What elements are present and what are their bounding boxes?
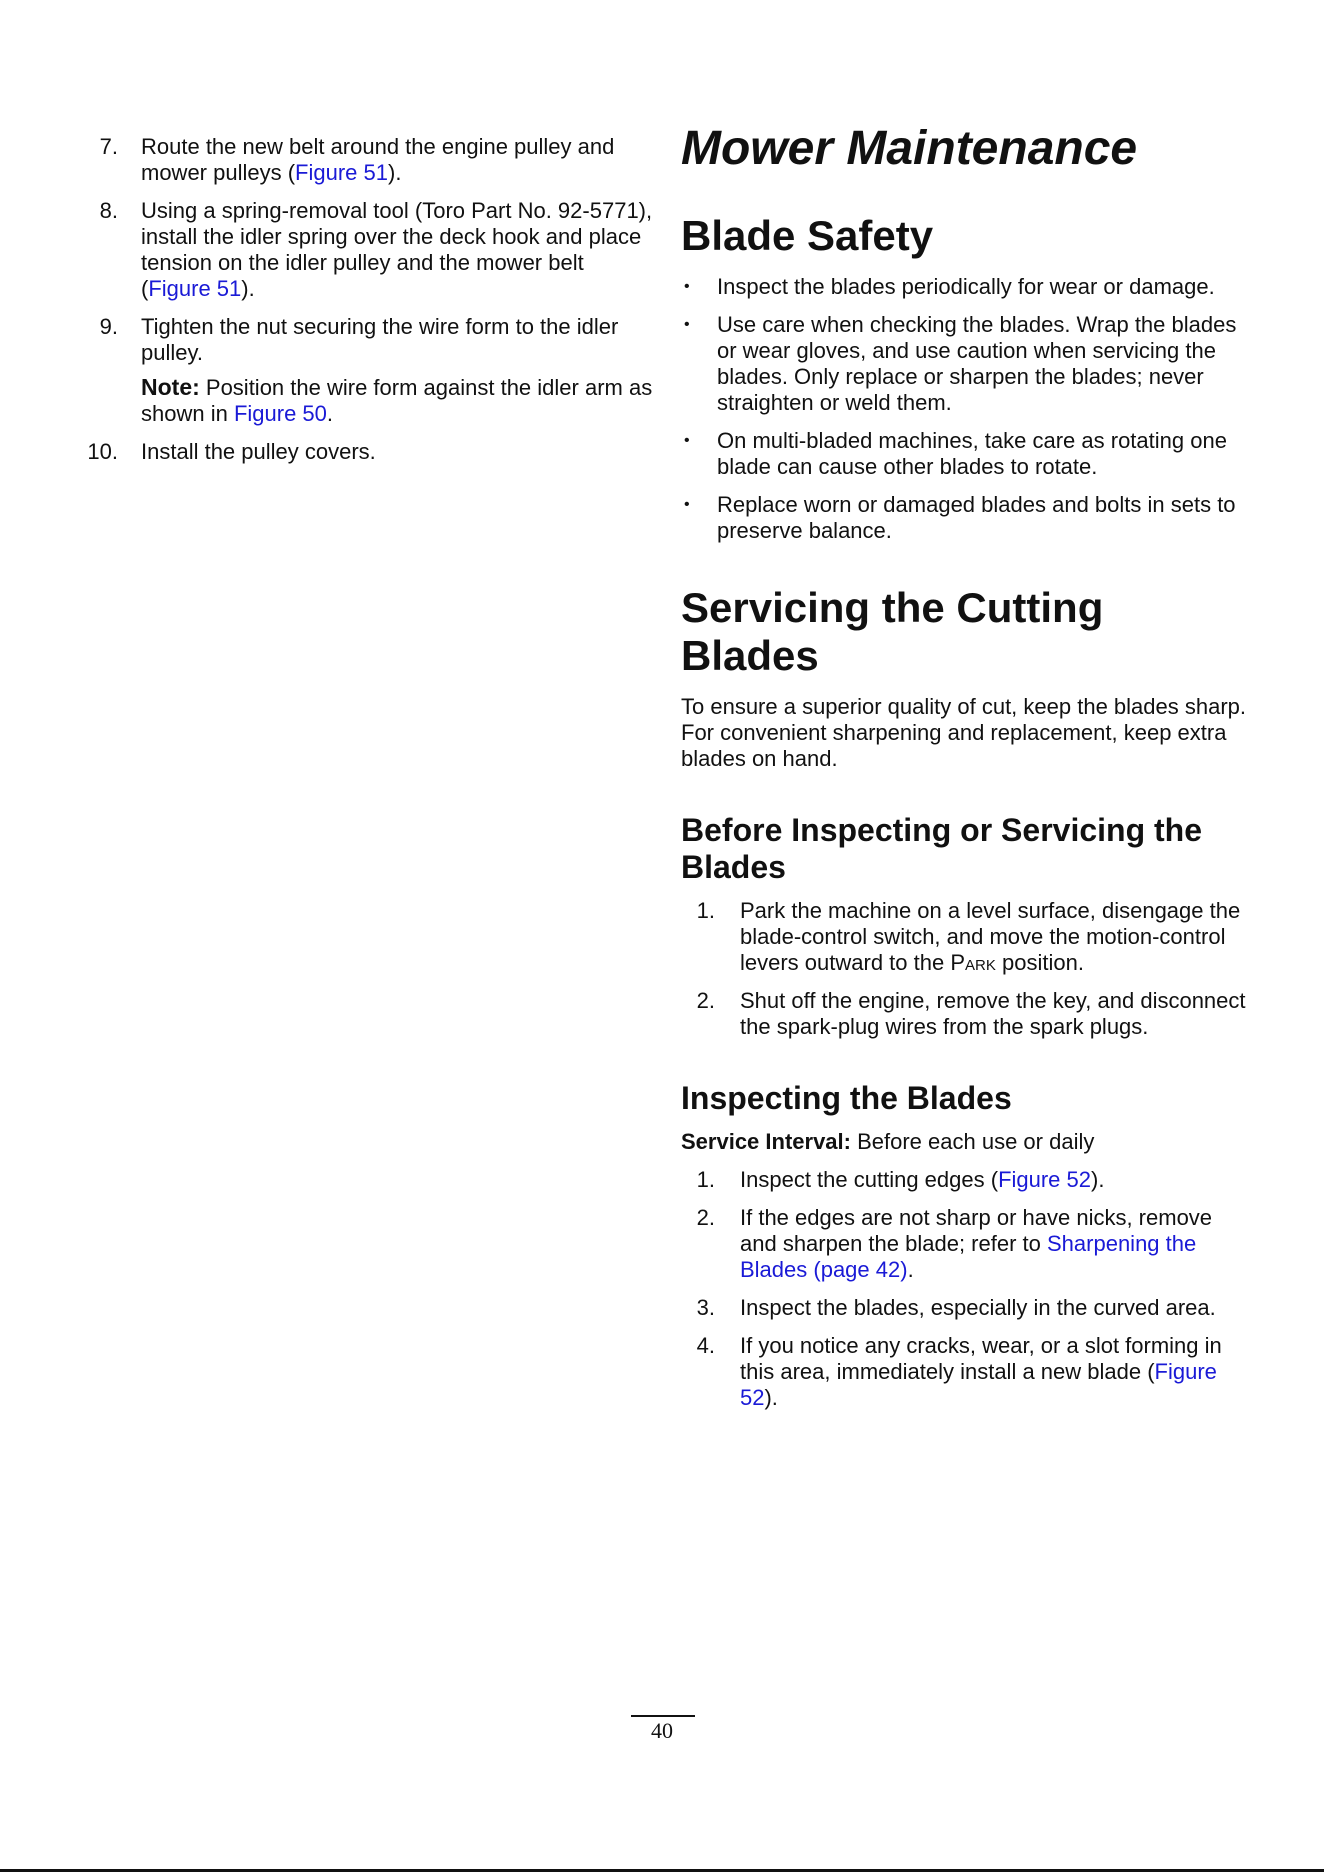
step-text-end: ). xyxy=(388,160,402,185)
note-label: Note: xyxy=(141,374,200,400)
step-text: Inspect the cutting edges ( xyxy=(740,1167,999,1192)
list-item xyxy=(681,274,1251,300)
step-text: If the edges are not sharp or have nicks, remove and sharpen the blade; refer to xyxy=(740,1205,1213,1256)
left-column xyxy=(78,134,658,477)
servicing-intro: To ensure a superior quality of cut, keep the blades sharp. For convenient sharpening and replacement, keep extra blades on hand. xyxy=(681,694,1247,771)
park-position-label: Park xyxy=(950,950,996,975)
list-item xyxy=(681,898,1251,976)
bullet-icon: • xyxy=(684,432,690,449)
step-text-end: . xyxy=(907,1257,914,1282)
step-text: Shut off the engine, remove the key, and disconnect the spark-plug wires from the spark plugs. xyxy=(740,988,1246,1039)
figure-51-link[interactable]: Figure 51 xyxy=(295,160,388,185)
step-number: 7. xyxy=(99,134,118,159)
step-number: 1. xyxy=(696,898,715,923)
list-item xyxy=(681,492,1251,544)
step-text: If you notice any cracks, wear, or a slot forming in this area, immediately install a new blade ( xyxy=(740,1333,1222,1384)
step-text-end: ). xyxy=(1091,1167,1105,1192)
step-number: 1. xyxy=(696,1167,715,1192)
step-text: Using a spring-removal tool (Toro Part No. 92-5771), install the idler spring over the deck hook and place tension on the idler pulley and the mower belt ( xyxy=(141,198,653,301)
list-item xyxy=(78,198,658,302)
service-interval xyxy=(681,1129,1251,1155)
step-text-end: ). xyxy=(241,276,255,301)
list-item xyxy=(681,1167,1251,1193)
step-number: 2. xyxy=(696,1205,715,1230)
bullet-text: Use care when checking the blades. Wrap the blades or wear gloves, and use caution when servicing the blades. Only replace or sharpen the blades; never straighten or weld them. xyxy=(717,312,1237,415)
note-text-end: . xyxy=(326,401,334,426)
footer-divider xyxy=(631,1715,695,1717)
figure-50-link[interactable]: Figure 50 xyxy=(233,401,327,426)
bullet-text: Replace worn or damaged blades and bolts in sets to preserve balance. xyxy=(717,492,1236,543)
list-item xyxy=(78,314,658,427)
step-text: Install the pulley covers. xyxy=(141,439,376,464)
step-text-end: position. xyxy=(995,950,1084,975)
list-item xyxy=(681,988,1251,1040)
step-number: 8. xyxy=(99,198,118,223)
list-item xyxy=(681,428,1251,480)
servicing-heading: Servicing the Cutting Blades xyxy=(681,584,1104,679)
figure-52-link[interactable]: Figure 52 xyxy=(740,1359,1217,1410)
inspecting-heading: Inspecting the Blades xyxy=(681,1080,1012,1116)
step-text-end: ). xyxy=(764,1385,778,1410)
step-number: 9. xyxy=(99,314,118,339)
step-number: 2. xyxy=(696,988,715,1013)
bullet-icon: • xyxy=(684,278,690,295)
right-column xyxy=(681,122,1251,1423)
bullet-text: On multi-bladed machines, take care as rotating one blade can cause other blades to rotate. xyxy=(717,428,1227,479)
list-item xyxy=(78,439,658,465)
note xyxy=(141,374,658,427)
before-inspecting-heading: Before Inspecting or Servicing the Blades xyxy=(681,812,1202,885)
blade-safety-list xyxy=(681,274,1251,544)
step-text: Tighten the nut securing the wire form to the idler pulley. xyxy=(141,314,619,365)
service-interval-value: Before each use or daily xyxy=(850,1129,1095,1154)
page-title: Mower Maintenance xyxy=(681,122,1138,175)
list-item xyxy=(681,1333,1251,1411)
inspecting-steps xyxy=(681,1167,1251,1411)
list-item xyxy=(681,312,1251,416)
bullet-text: Inspect the blades periodically for wear or damage. xyxy=(717,274,1215,299)
list-item xyxy=(681,1295,1251,1321)
step-text: Inspect the blades, especially in the curved area. xyxy=(740,1295,1216,1320)
list-item xyxy=(681,1205,1251,1283)
note-text: Position the wire form against the idler arm as shown in xyxy=(141,375,653,426)
blade-safety-heading: Blade Safety xyxy=(681,212,934,259)
bullet-icon: • xyxy=(684,496,690,513)
step-text: Route the new belt around the engine pulley and mower pulleys ( xyxy=(141,134,615,185)
sharpening-blades-link[interactable]: Sharpening the Blades (page 42) xyxy=(740,1231,1197,1282)
step-number: 4. xyxy=(696,1333,715,1358)
figure-51-link[interactable]: Figure 51 xyxy=(148,276,242,301)
belt-install-steps xyxy=(78,134,658,465)
before-inspecting-steps xyxy=(681,898,1251,1040)
service-interval-label: Service Interval: xyxy=(681,1129,851,1154)
step-number: 3. xyxy=(696,1295,715,1320)
bullet-icon: • xyxy=(684,316,690,333)
list-item xyxy=(78,134,658,186)
step-number: 10. xyxy=(87,439,118,464)
figure-52-link[interactable]: Figure 52 xyxy=(998,1167,1092,1192)
step-text: Park the machine on a level surface, disengage the blade-control switch, and move the motion-control levers outward to the xyxy=(740,898,1241,975)
page-number: 40 xyxy=(651,1718,673,1743)
